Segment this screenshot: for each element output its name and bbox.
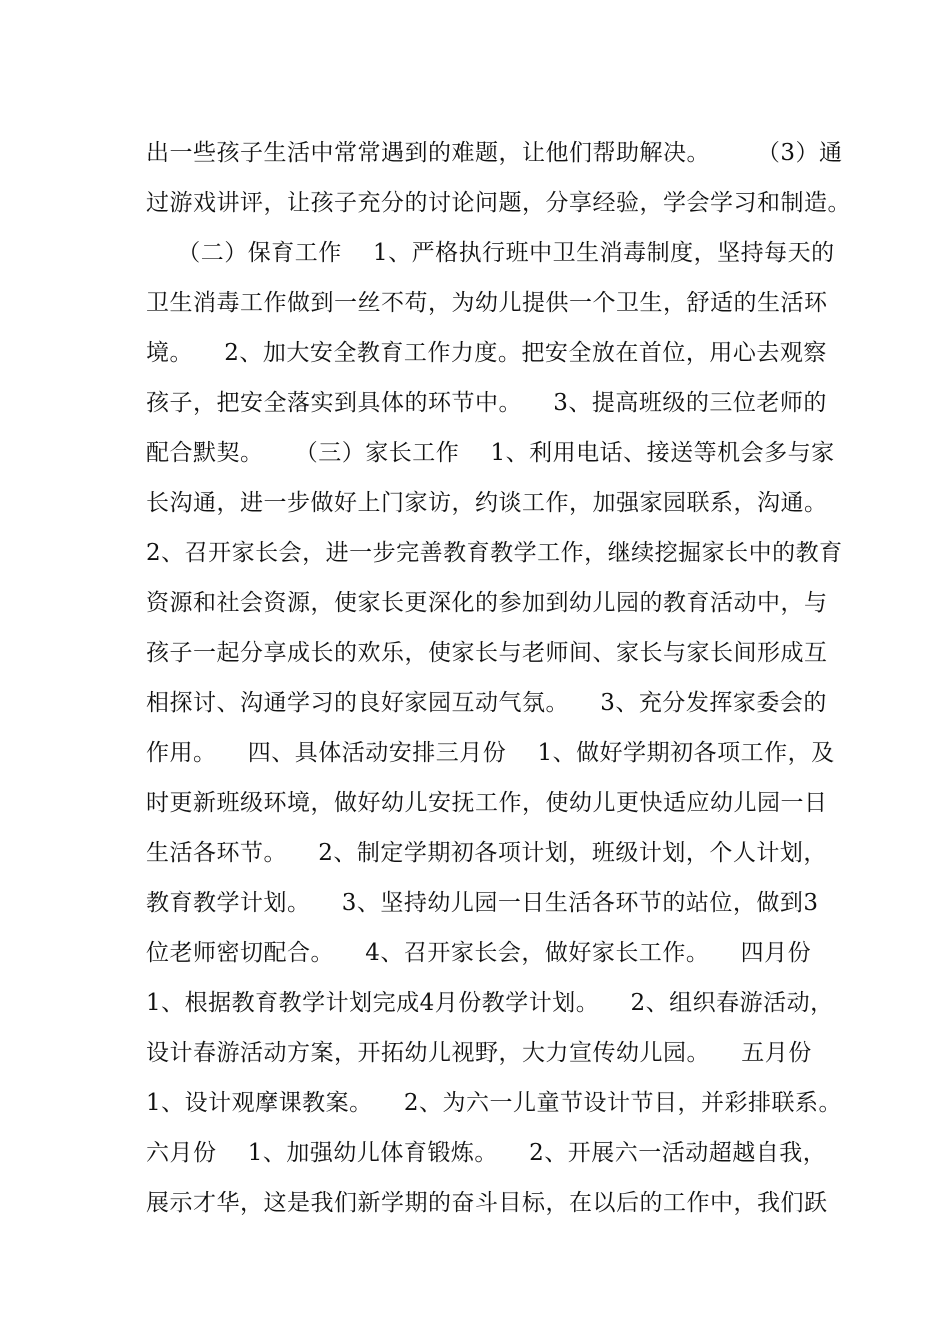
text-line: 位老师密切配合。 4、召开家长会，做好家长工作。 四月份 (146, 940, 812, 966)
text-line: 资源和社会资源，使家长更深化的参加到幼儿园的教育活动中，与 (146, 590, 828, 616)
text-line: 六月份 1、加强幼儿体育锻炼。 2、开展六一活动超越自我， (146, 1140, 827, 1166)
text-line: 长沟通，进一步做好上门家访，约谈工作，加强家园联系，沟通。 (146, 490, 828, 516)
text-line: （二）保育工作 1、严格执行班中卫生消毒制度，坚持每天的 (146, 240, 835, 266)
text-line: 作用。 四、具体活动安排三月份 1、做好学期初各项工作，及 (146, 740, 835, 766)
text-line: 卫生消毒工作做到一丝不苟，为幼儿提供一个卫生，舒适的生活环 (146, 290, 828, 316)
text-line: 出一些孩子生活中常常遇到的难题，让他们帮助解决。 （3）通 (146, 140, 843, 166)
text-line: 时更新班级环境，做好幼儿安抚工作，使幼儿更快适应幼儿园一日 (146, 790, 828, 816)
text-line: 1、根据教育教学计划完成4月份教学计划。 2、组织春游活动， (146, 990, 834, 1016)
text-line: 孩子一起分享成长的欢乐，使家长与老师间、家长与家长间形成互 (146, 640, 828, 666)
text-line: 设计春游活动方案，开拓幼儿视野，大力宣传幼儿园。 五月份 (146, 1040, 812, 1066)
body-text (146, 128, 851, 1228)
text-line: 孩子，把安全落实到具体的环节中。 3、提高班级的三位老师的 (146, 390, 827, 416)
text-line: 过游戏讲评，让孩子充分的讨论问题，分享经验，学会学习和制造。 (146, 190, 851, 216)
text-line: 展示才华，这是我们新学期的奋斗目标，在以后的工作中，我们跃 (146, 1190, 828, 1216)
text-line: 1、设计观摩课教案。 2、为六一儿童节设计节目，并彩排联系。 (146, 1090, 843, 1116)
text-line: 境。 2、加大安全教育工作力度。把安全放在首位，用心去观察 (146, 340, 827, 366)
text-line: 教育教学计划。 3、坚持幼儿园一日生活各环节的站位，做到3 (146, 890, 819, 916)
text-line: 相探讨、沟通学习的良好家园互动气氛。 3、充分发挥家委会的 (146, 690, 827, 716)
text-line: 生活各环节。 2、制定学期初各项计划，班级计划，个人计划， (146, 840, 827, 866)
text-line: 2、召开家长会，进一步完善教育教学工作，继续挖掘家长中的教育 (146, 540, 843, 566)
text-line: 配合默契。 （三）家长工作 1、利用电话、接送等机会多与家 (146, 440, 835, 466)
